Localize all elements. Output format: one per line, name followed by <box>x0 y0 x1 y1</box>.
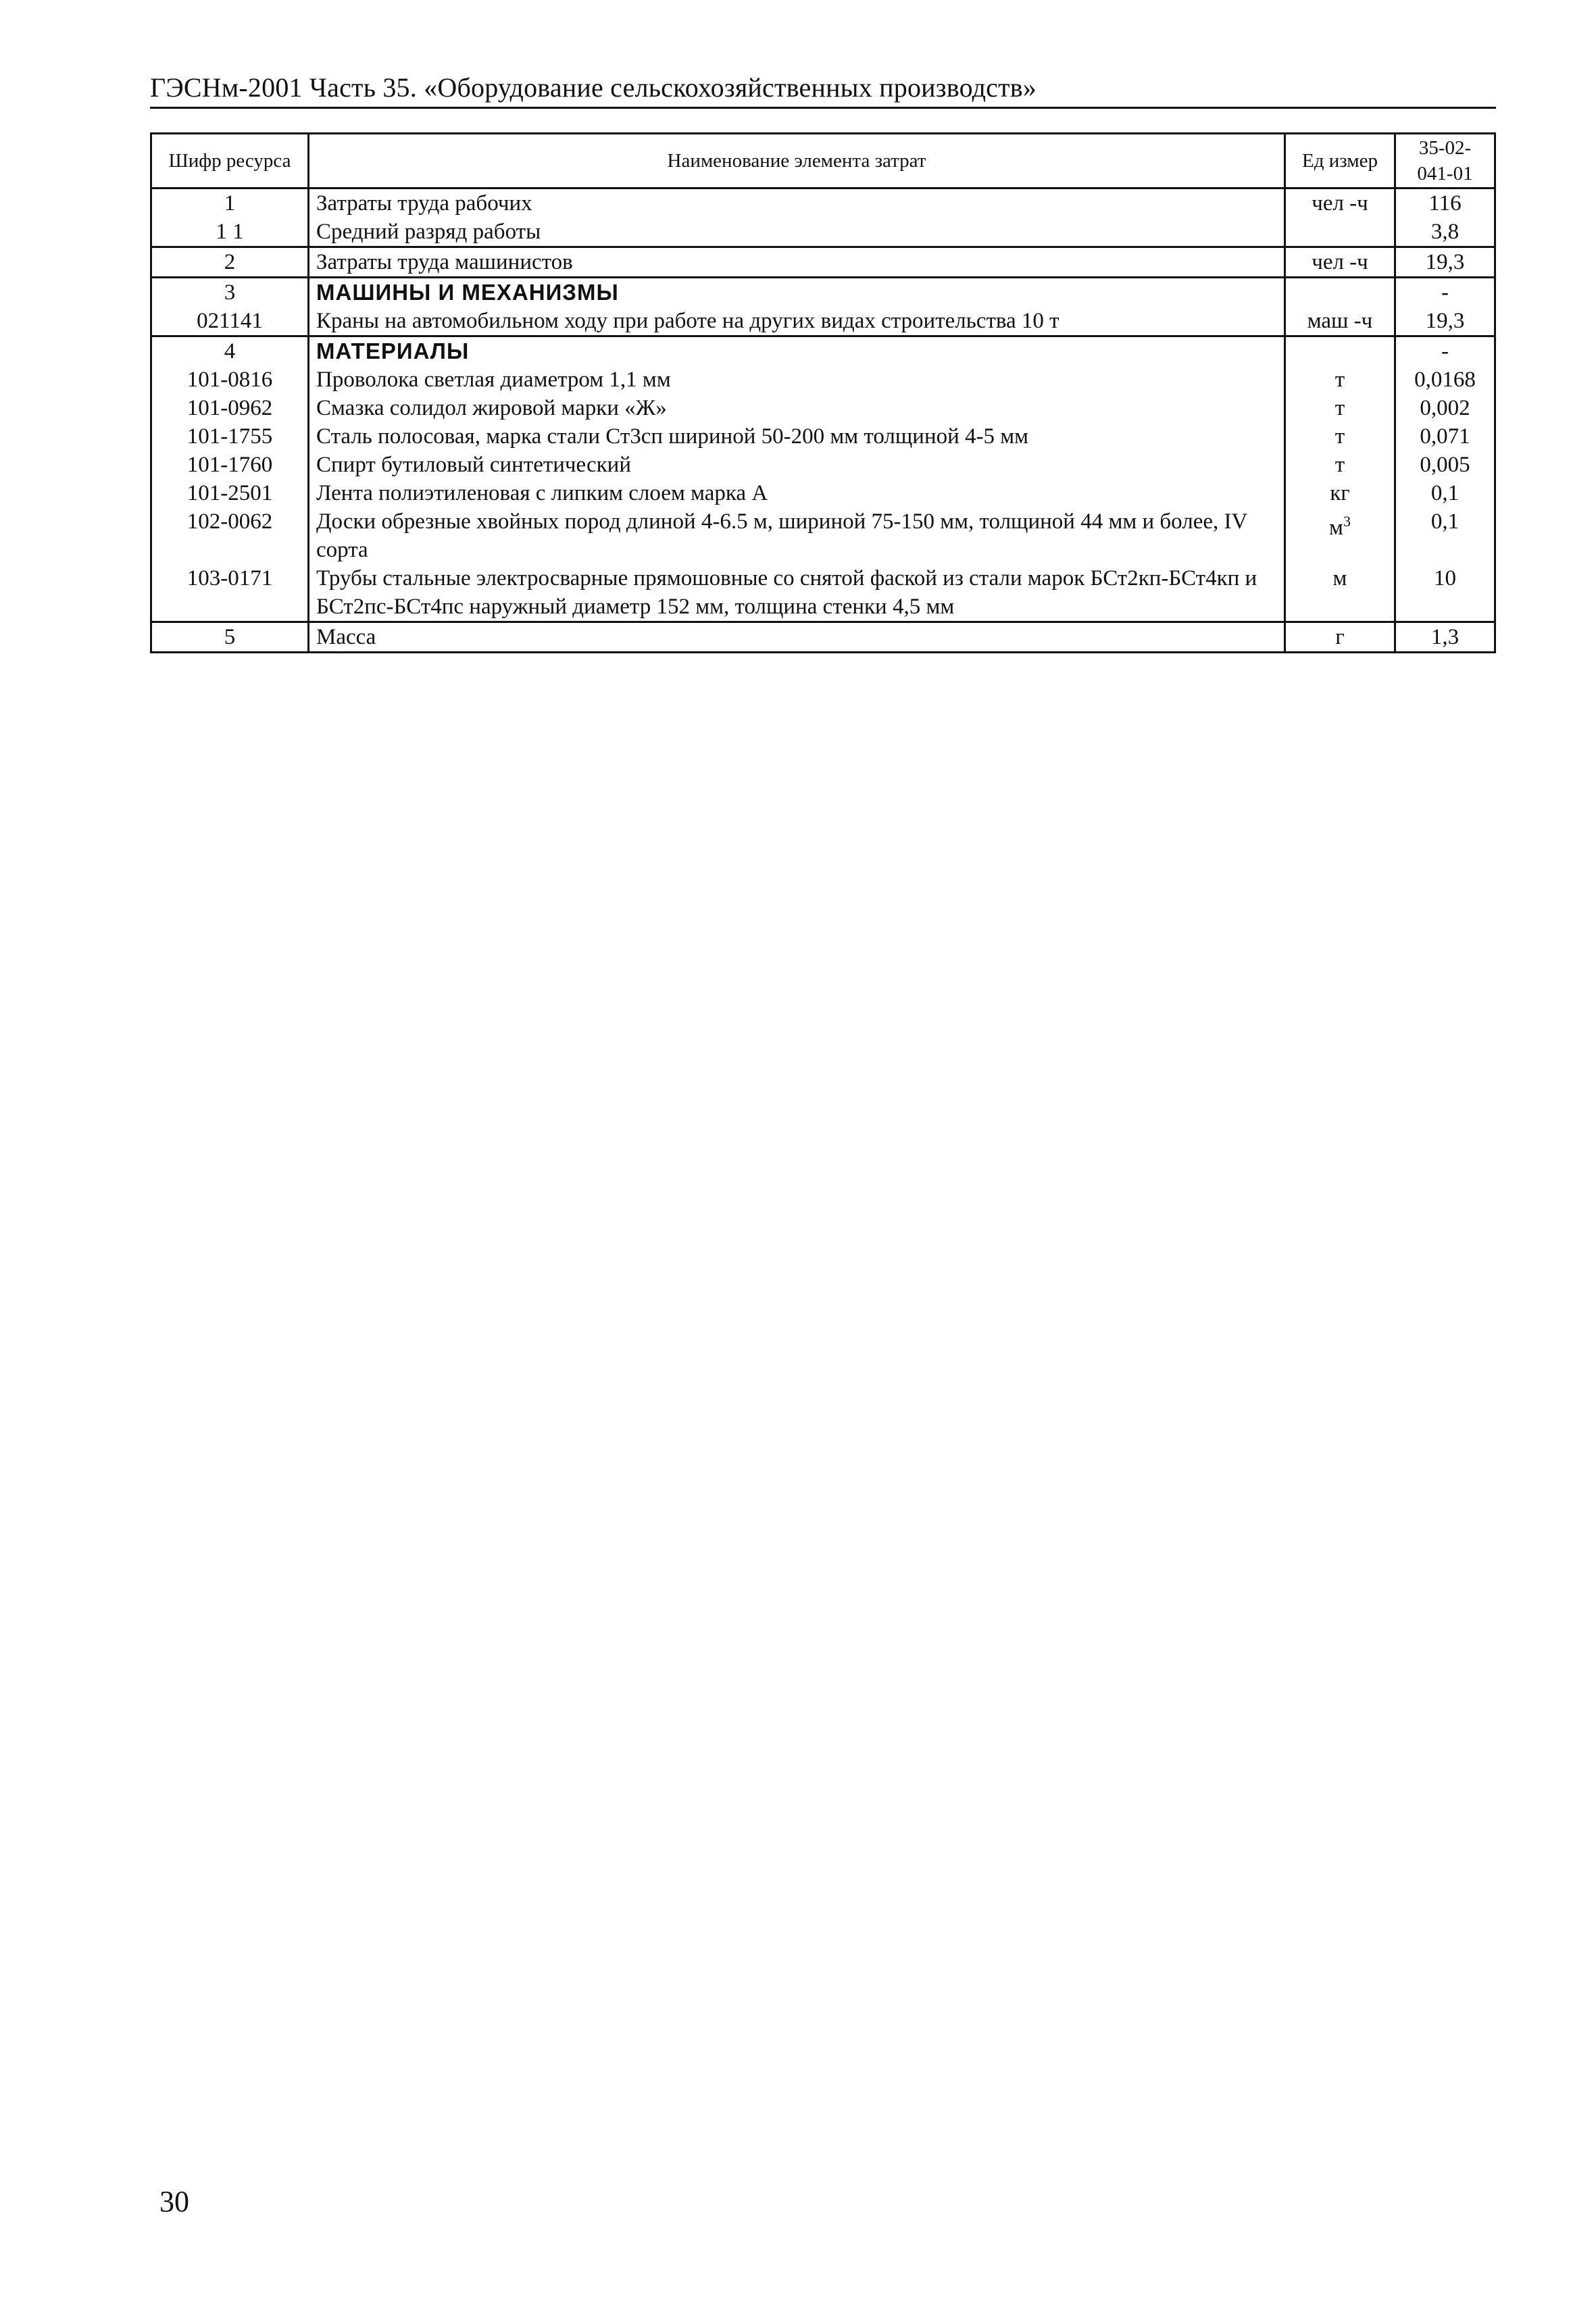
row-value: 19,3 <box>1395 307 1495 336</box>
row-unit: т <box>1285 394 1395 422</box>
row-unit: т <box>1285 451 1395 479</box>
row-value: 0,0168 <box>1395 366 1495 394</box>
row-code: 4 <box>151 336 309 366</box>
row-value: 0,1 <box>1395 507 1495 564</box>
resource-table <box>150 132 1496 653</box>
row-code: 101-0816 <box>151 366 309 394</box>
row-unit: м <box>1285 564 1395 622</box>
table-row <box>151 247 1495 278</box>
row-code: 102-0062 <box>151 507 309 564</box>
row-value: 19,3 <box>1395 247 1495 278</box>
table-row <box>151 507 1495 564</box>
row-name: Масса <box>309 622 1285 653</box>
document-header: ГЭСНм-2001 Часть 35. «Оборудование сельскохозяйственных производств» <box>150 72 1037 103</box>
row-code: 103-0171 <box>151 564 309 622</box>
row-value: 1,3 <box>1395 622 1495 653</box>
row-value: - <box>1395 336 1495 366</box>
row-value: 10 <box>1395 564 1495 622</box>
row-value: 0,071 <box>1395 422 1495 451</box>
table-row <box>151 451 1495 479</box>
row-value: 3,8 <box>1395 218 1495 247</box>
table-row <box>151 218 1495 247</box>
page-number: 30 <box>159 2185 189 2218</box>
row-value: 0,002 <box>1395 394 1495 422</box>
table-row <box>151 564 1495 622</box>
row-name: Лента полиэтиленовая с липким слоем марка А <box>309 479 1285 507</box>
table-row <box>151 479 1495 507</box>
row-unit: г <box>1285 622 1395 653</box>
row-code: 021141 <box>151 307 309 336</box>
row-code: 1 1 <box>151 218 309 247</box>
col-header-code: Шифр ресурса <box>151 134 309 188</box>
row-name: Спирт бутиловый синтетический <box>309 451 1285 479</box>
row-code: 101-2501 <box>151 479 309 507</box>
row-value: - <box>1395 278 1495 307</box>
table-row <box>151 622 1495 653</box>
row-name: Смазка солидол жировой марки «Ж» <box>309 394 1285 422</box>
row-name: Краны на автомобильном ходу при работе на других видах строительства 10 т <box>309 307 1285 336</box>
row-code: 101-0962 <box>151 394 309 422</box>
row-value: 0,005 <box>1395 451 1495 479</box>
table-row <box>151 188 1495 218</box>
row-unit: маш -ч <box>1285 307 1395 336</box>
row-code: 101-1760 <box>151 451 309 479</box>
row-value: 0,1 <box>1395 479 1495 507</box>
row-name: Затраты труда машинистов <box>309 247 1285 278</box>
row-unit: т <box>1285 422 1395 451</box>
table-row <box>151 307 1495 336</box>
table-row <box>151 422 1495 451</box>
col-header-value-line2: 041-01 <box>1417 163 1473 184</box>
col-header-unit: Ед измер <box>1285 134 1395 188</box>
col-header-value-line1: 35-02- <box>1418 137 1472 159</box>
row-code: 5 <box>151 622 309 653</box>
row-name: Сталь полосовая, марка стали Ст3сп шириной 50-200 мм толщиной 4-5 мм <box>309 422 1285 451</box>
table-row <box>151 278 1495 307</box>
unit-superscript: 3 <box>1343 513 1351 530</box>
row-name: Проволока светлая диаметром 1,1 мм <box>309 366 1285 394</box>
row-unit <box>1285 218 1395 247</box>
row-unit: чел -ч <box>1285 247 1395 278</box>
header-rule <box>150 107 1496 109</box>
row-name: Средний разряд работы <box>309 218 1285 247</box>
row-code: 1 <box>151 188 309 218</box>
row-name: Доски обрезные хвойных пород длиной 4-6.5 м, шириной 75-150 мм, толщиной 44 мм и более, IV сорта <box>309 507 1285 564</box>
col-header-name: Наименование элемента затрат <box>309 134 1285 188</box>
row-unit: т <box>1285 366 1395 394</box>
row-value: 116 <box>1395 188 1495 218</box>
section-title: МАТЕРИАЛЫ <box>309 336 1285 366</box>
unit-text: м <box>1329 515 1343 540</box>
table-header-row <box>151 134 1495 188</box>
col-header-value <box>1395 134 1495 188</box>
row-code: 2 <box>151 247 309 278</box>
row-unit <box>1285 336 1395 366</box>
section-title: МАШИНЫ И МЕХАНИЗМЫ <box>309 278 1285 307</box>
row-unit <box>1285 278 1395 307</box>
table-row <box>151 336 1495 366</box>
row-unit: кг <box>1285 479 1395 507</box>
table-row <box>151 366 1495 394</box>
row-unit: чел -ч <box>1285 188 1395 218</box>
row-code: 3 <box>151 278 309 307</box>
row-unit <box>1285 507 1395 564</box>
row-code: 101-1755 <box>151 422 309 451</box>
row-name: Затраты труда рабочих <box>309 188 1285 218</box>
row-name: Трубы стальные электросварные прямошовные со снятой фаской из стали марок БСт2кп-БСт4кп и БСт2пс-БСт4пс наружный диаметр 152 мм, толщина стенки 4,5 мм <box>309 564 1285 622</box>
table-row <box>151 394 1495 422</box>
